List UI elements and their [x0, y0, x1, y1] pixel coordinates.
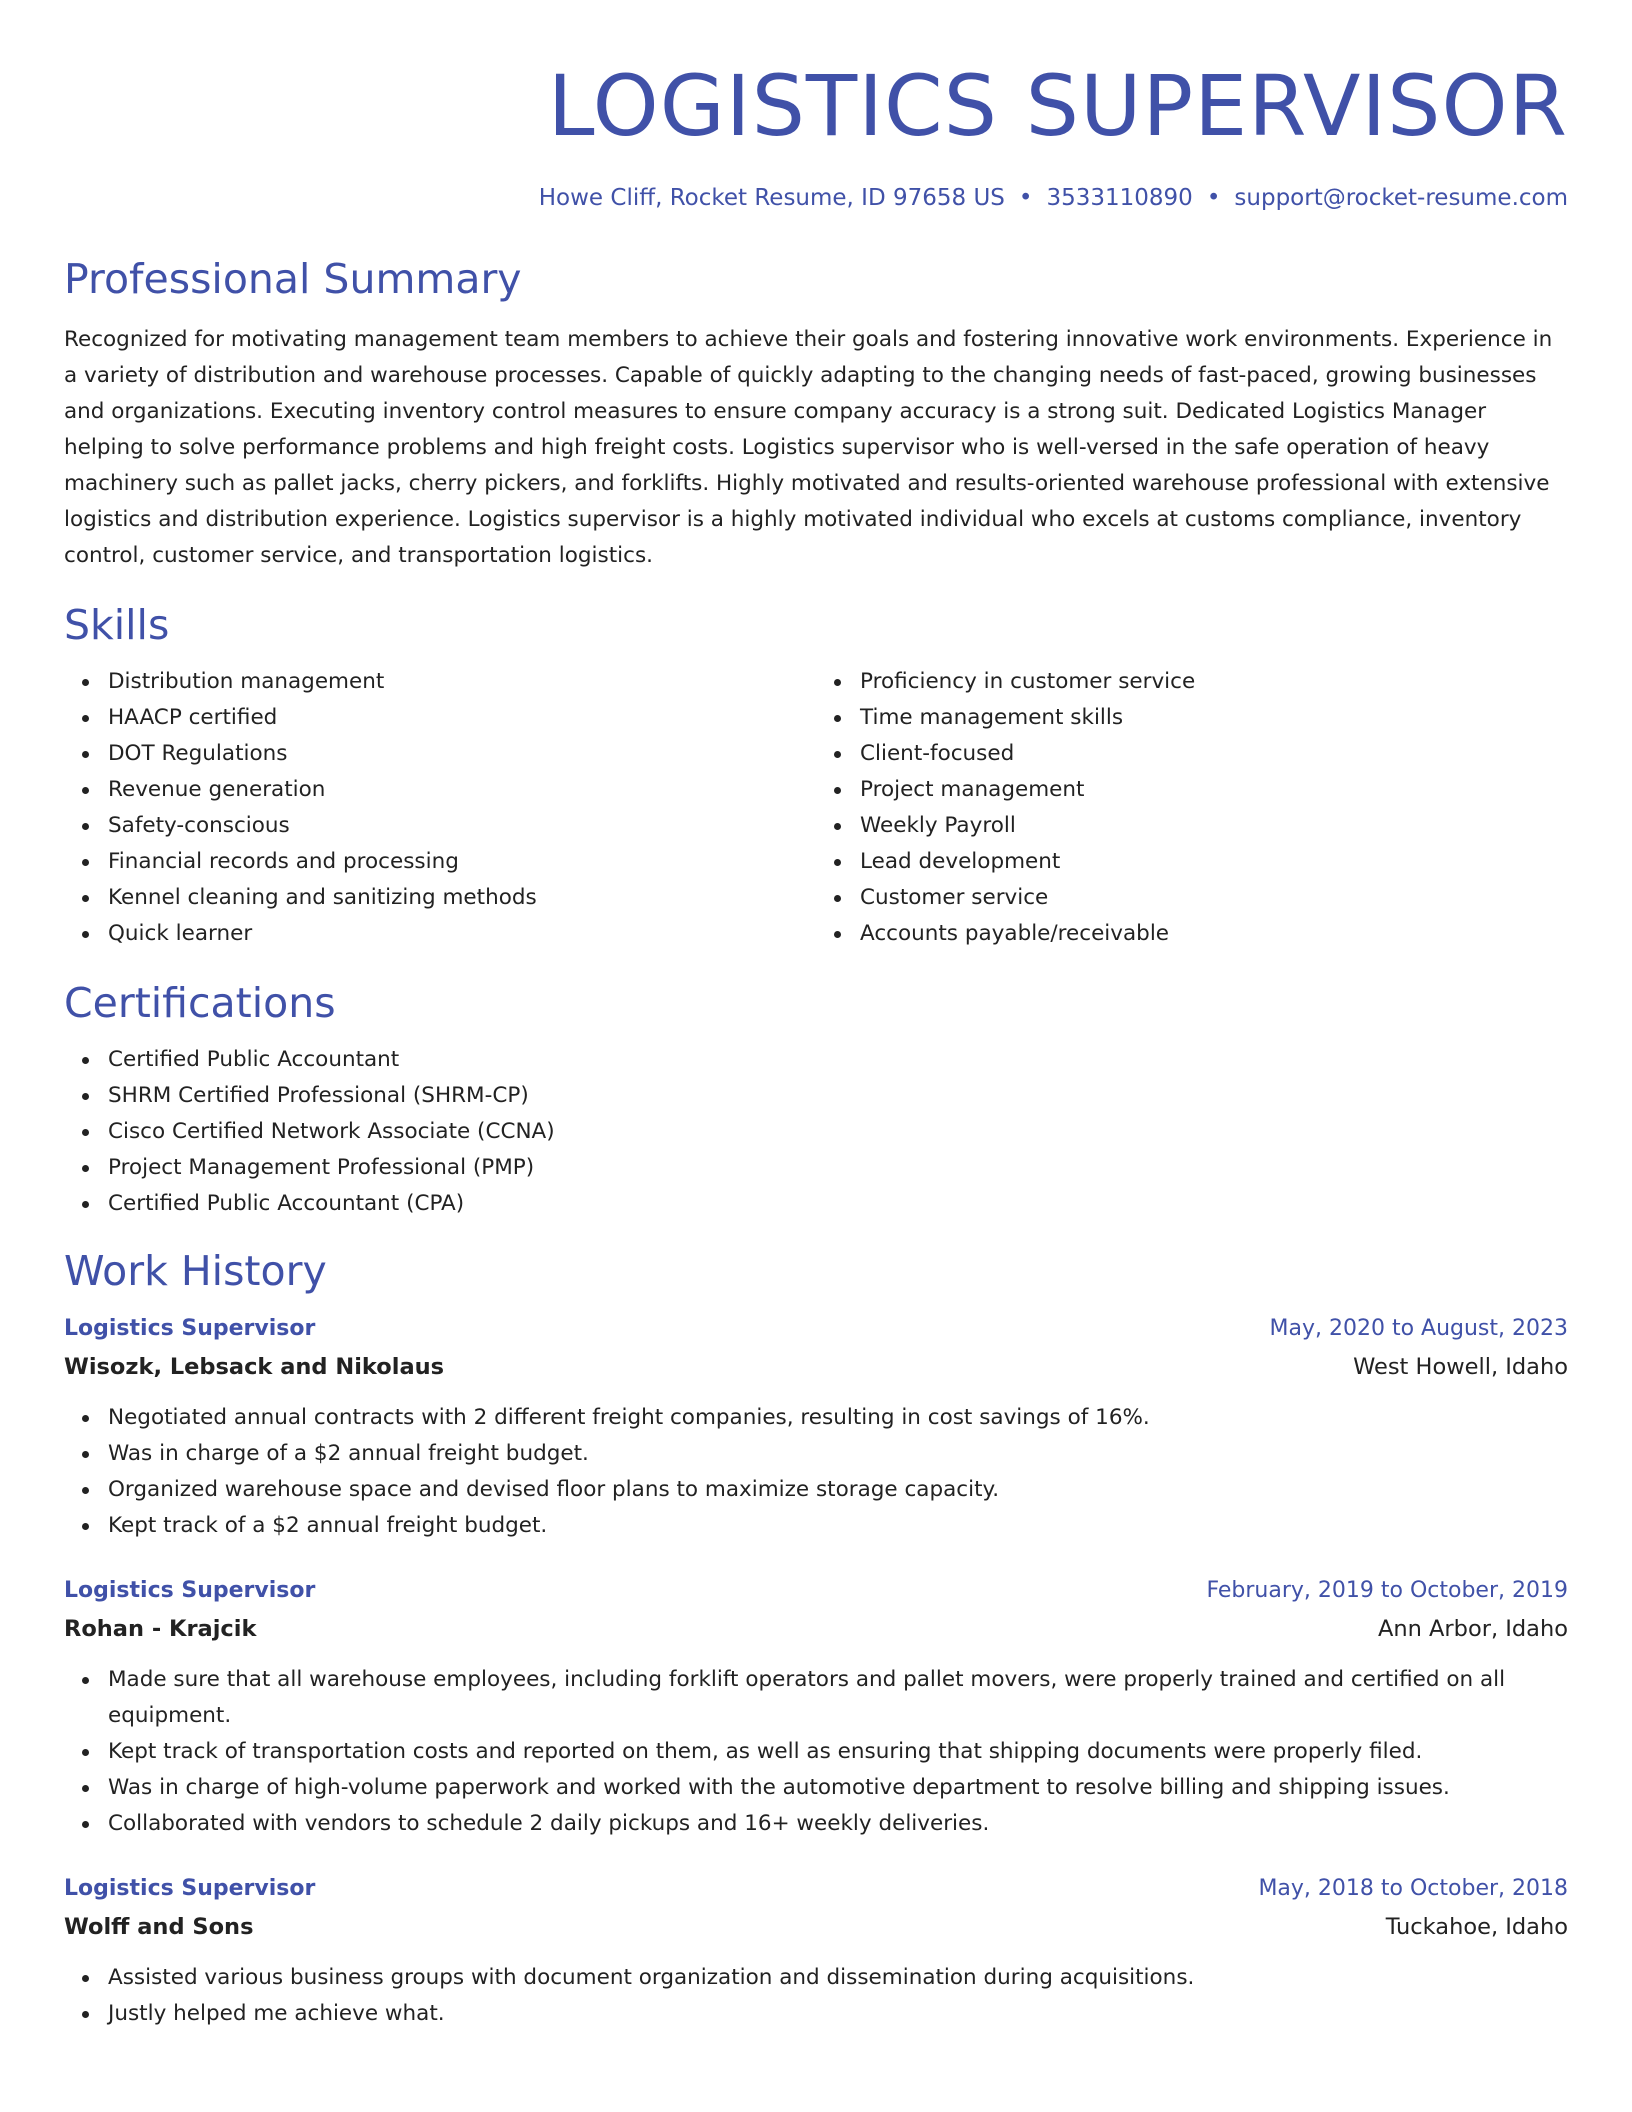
job-title: Logistics Supervisor	[64, 1316, 316, 1341]
job-company: Wisozk, Lebsack and Nikolaus	[64, 1354, 445, 1380]
job-dates: May, 2018 to October, 2018	[1258, 1876, 1568, 1901]
resume-page	[64, 0, 1568, 2032]
skill-item: Revenue generation	[108, 772, 816, 808]
job-entry	[64, 1870, 1568, 2032]
certifications-list	[64, 1042, 1568, 1222]
job-bullets	[64, 1662, 1568, 1842]
job-bullet: Assisted various business groups with document organization and dissemination during acquisitions.	[108, 1960, 1568, 1996]
job-dates: May, 2020 to August, 2023	[1269, 1316, 1568, 1341]
job-company-row	[64, 1908, 1568, 1946]
summary-heading: Professional Summary	[64, 255, 522, 303]
skill-item: HAACP certified	[108, 700, 816, 736]
job-location: Ann Arbor, Idaho	[1377, 1616, 1568, 1642]
job-header	[64, 1572, 1568, 1610]
skill-item: Accounts payable/receivable	[860, 916, 1568, 952]
skills-list-right	[816, 664, 1568, 952]
job-header	[64, 1870, 1568, 1908]
contact-phone: 3533110890	[1046, 185, 1193, 211]
job-bullet: Negotiated annual contracts with 2 different freight companies, resulting in cost savings of 16%.	[108, 1400, 1568, 1436]
job-company-row	[64, 1348, 1568, 1386]
skill-item: Weekly Payroll	[860, 808, 1568, 844]
resume-name: LOGISTICS SUPERVISOR	[547, 57, 1568, 155]
contact-line	[64, 182, 1568, 214]
job-bullet: Organized warehouse space and devised floor plans to maximize storage capacity.	[108, 1472, 1568, 1508]
job-company-row	[64, 1610, 1568, 1648]
skill-item: Safety-conscious	[108, 808, 816, 844]
skill-item: Kennel cleaning and sanitizing methods	[108, 880, 816, 916]
job-entry	[64, 1572, 1568, 1842]
summary-text: Recognized for motivating management team members to achieve their goals and fostering innovative work environments. Experience in a variety of distribution and warehouse processes. Capable of quickly adapting to the changing needs of fast-paced, growing businesses and organizations. Executing inventory control measures to ensure company accuracy is a strong suit. Dedicated Logistics Manager helping to solve performance problems and high freight costs. Logistics supervisor who is well-versed in the safe operation of heavy machinery such as pallet jacks, cherry pickers, and forklifts. Highly motivated and results-oriented warehouse professional with extensive logistics and distribution experience. Logistics supervisor is a highly motivated individual who excels at customs compliance, inventory control, customer service, and transportation logistics.	[64, 327, 1553, 568]
job-bullet: Was in charge of a $2 annual freight budget.	[108, 1436, 1568, 1472]
contact-address: Howe Cliff, Rocket Resume, ID 97658 US	[538, 185, 1005, 211]
job-header	[64, 1310, 1568, 1348]
skill-item: DOT Regulations	[108, 736, 816, 772]
job-company: Rohan - Krajcik	[64, 1616, 257, 1642]
certification-item: Cisco Certified Network Associate (CCNA)	[108, 1114, 1568, 1150]
certifications-heading: Certifications	[64, 979, 336, 1027]
contact-separator: •	[1018, 185, 1033, 211]
skill-item: Time management skills	[860, 700, 1568, 736]
certification-item: Certified Public Accountant	[108, 1042, 1568, 1078]
job-bullet: Collaborated with vendors to schedule 2 daily pickups and 16+ weekly deliveries.	[108, 1806, 1568, 1842]
job-bullet: Made sure that all warehouse employees, including forklift operators and pallet movers, were properly trained and certified on all equipment.	[108, 1662, 1568, 1734]
job-title: Logistics Supervisor	[64, 1876, 316, 1901]
job-company: Wolff and Sons	[64, 1914, 254, 1940]
skill-item: Client-focused	[860, 736, 1568, 772]
contact-separator: •	[1206, 185, 1221, 211]
skill-item: Quick learner	[108, 916, 816, 952]
work-history-heading: Work History	[64, 1247, 327, 1295]
job-entry	[64, 1310, 1568, 1544]
job-location: West Howell, Idaho	[1353, 1354, 1568, 1380]
job-bullet: Was in charge of high-volume paperwork and worked with the automotive department to resolve billing and shipping issues.	[108, 1770, 1568, 1806]
certification-item: Project Management Professional (PMP)	[108, 1150, 1568, 1186]
job-bullet: Kept track of transportation costs and reported on them, as well as ensuring that shipping documents were properly filed.	[108, 1734, 1568, 1770]
job-bullets	[64, 1400, 1568, 1544]
certification-item: Certified Public Accountant (CPA)	[108, 1186, 1568, 1222]
skill-item: Project management	[860, 772, 1568, 808]
contact-email: support@rocket-resume.com	[1234, 185, 1568, 211]
job-bullets	[64, 1960, 1568, 2032]
job-dates: February, 2019 to October, 2019	[1206, 1578, 1568, 1603]
skill-item: Customer service	[860, 880, 1568, 916]
job-bullet: Justly helped me achieve what.	[108, 1996, 1568, 2032]
skill-item: Proficiency in customer service	[860, 664, 1568, 700]
skills-heading: Skills	[64, 601, 170, 649]
certification-item: SHRM Certified Professional (SHRM-CP)	[108, 1078, 1568, 1114]
job-bullet: Kept track of a $2 annual freight budget.	[108, 1508, 1568, 1544]
skill-item: Lead development	[860, 844, 1568, 880]
job-title: Logistics Supervisor	[64, 1578, 316, 1603]
skill-item: Financial records and processing	[108, 844, 816, 880]
job-location: Tuckahoe, Idaho	[1385, 1914, 1568, 1940]
skills-columns	[64, 664, 1568, 952]
skills-list-left	[64, 664, 816, 952]
skill-item: Distribution management	[108, 664, 816, 700]
